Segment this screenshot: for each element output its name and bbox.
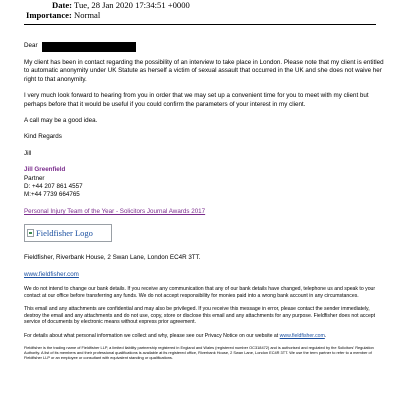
fieldfisher-logo-placeholder bbox=[24, 224, 112, 242]
privacy-link[interactable]: www.fieldfisher.com bbox=[279, 333, 325, 340]
closing: Kind Regards bbox=[24, 133, 62, 141]
importance-header bbox=[26, 10, 100, 20]
paragraph-anonymity: My client has been in contact regarding the possibility of an interview to take place in London. Please note that my client is entitled to automatic anonymity under UK Statute as herself a victim of sexual assault that occurred in the UK and she does not waive her right to that anonymity. bbox=[24, 59, 384, 83]
signature-block bbox=[24, 166, 384, 200]
paragraph-meeting: I very much look forward to hearing from you in order that we may set up a convenient time for you to meet with my client but perhaps before that it would be useful if you could confirm the parameters of your interest in my client. bbox=[24, 92, 369, 108]
broken-image-icon bbox=[27, 229, 34, 237]
privacy-text: For details about what personal information we collect and why, please see our Privacy Notice on our website at bbox=[24, 333, 280, 340]
header-divider bbox=[24, 24, 376, 25]
signature-direct-phone: D: +44 207 861 4557 bbox=[24, 183, 83, 191]
signature-mobile-phone: M:+44 7739 664765 bbox=[24, 191, 80, 199]
signature-name: Jill Greenfield bbox=[24, 166, 66, 174]
office-address: Fieldfisher, Riverbank House, 2 Swan Lane, London EC4R 3TT. bbox=[24, 254, 201, 262]
greeting: Dear bbox=[24, 42, 38, 50]
importance-label: Importance: bbox=[26, 10, 72, 20]
sender-short-name: Jill bbox=[24, 149, 32, 157]
website-link[interactable]: www.fieldfisher.com bbox=[24, 270, 79, 278]
date-value: Tue, 28 Jan 2020 17:34:51 +0000 bbox=[74, 0, 190, 10]
legal-footer: Fieldfisher is the trading name of Fieldfisher LLP, a limited liability partnership registered in England and Wales (registered number OC318472) and is authorised and regulated by the Solicitors' Regulation Authority. A list of its members and their professional qualifications is available at its registered office, Riverbank House, 2 Swan Lane, London EC4R 3TT. We use the term partner to refer to a member of Fieldfisher LLP or an employee or consultant with equivalent standing or qualifications. bbox=[24, 344, 374, 360]
greeting-line bbox=[24, 42, 384, 51]
award-link[interactable]: Personal Injury Team of the Year - Solicitors Journal Awards 2017 bbox=[24, 207, 206, 215]
confidentiality-disclaimer: This email and any attachments are confidential and may also be privileged. If you receive this message in error, please contact the sender immediately, destroy the email and any attachments and do not use, copy, store or disclose this email and any attachments for any purpose. Fieldfisher does not accept service of documents by electronic means without express prior agreement. bbox=[24, 306, 376, 326]
signature-title: Partner bbox=[24, 174, 45, 182]
date-header bbox=[52, 0, 190, 10]
date-label: Date: bbox=[52, 0, 73, 10]
importance-value: Normal bbox=[73, 10, 101, 20]
logo-alt-text: Fieldfisher Logo bbox=[36, 228, 93, 239]
privacy-notice bbox=[24, 333, 384, 340]
privacy-end: . bbox=[324, 333, 327, 340]
email-body bbox=[24, 42, 384, 360]
bank-disclaimer: We do not intend to change our bank details. If you receive any communication that any of our bank details have changed, telephone us and speak to your contact at our office before transferring any funds. We do not accept responsibility for monies paid into a wrong bank account in any circumstances. bbox=[24, 286, 376, 299]
redacted-recipient-name bbox=[42, 42, 136, 52]
paragraph-call: A call may be a good idea. bbox=[24, 117, 98, 125]
